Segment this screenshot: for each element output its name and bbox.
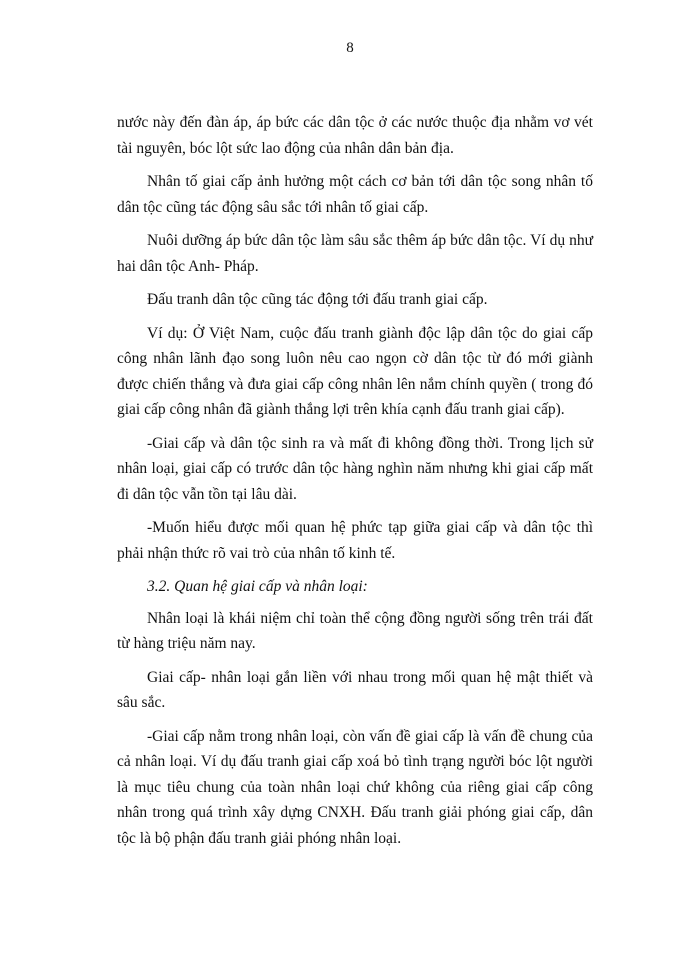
paragraph-3: Nuôi dưỡng áp bức dân tộc làm sâu sắc thêm áp bức dân tộc. Ví dụ như hai dân tộc Anh- Pháp.	[117, 232, 593, 275]
section-heading: 3.2. Quan hệ giai cấp và nhân loại:	[147, 578, 368, 595]
paragraph-6: -Giai cấp và dân tộc sinh ra và mất đi không đồng thời. Trong lịch sử nhân loại, giai cấp có trước dân tộc hàng nghìn năm nhưng khi giai cấp mất đi dân tộc vẫn tồn tại lâu dài.	[117, 434, 593, 503]
paragraph-9: Giai cấp- nhân loại gắn liền với nhau trong mối quan hệ mật thiết và sâu sắc.	[117, 668, 593, 711]
paragraph-4: Đấu tranh dân tộc cũng tác động tới đấu tranh giai cấp.	[147, 291, 488, 308]
paragraph-1: nước này đến đàn áp, áp bức các dân tộc ở các nước thuộc địa nhằm vơ vét tài nguyên, bóc lột sức lao động của nhân dân bản địa.	[117, 114, 593, 157]
paragraph-2: Nhân tố giai cấp ảnh hưởng một cách cơ bản tới dân tộc song nhân tố dân tộc cũng tác động sâu sắc tới nhân tố giai cấp.	[117, 173, 593, 216]
paragraph-7: -Muốn hiểu được mối quan hệ phức tạp giữa giai cấp và dân tộc thì phải nhận thức rõ vai trò của nhân tố kinh tế.	[117, 519, 593, 562]
paragraph-5: Ví dụ: Ở Việt Nam, cuộc đấu tranh giành độc lập dân tộc do giai cấp công nhân lãnh đạo song luôn nêu cao ngọn cờ dân tộc từ đó mới giành được chiến thắng và đưa giai cấp công nhân lên nắm chính quyền ( trong đó giai cấp công nhân đã giành thắng lợi trên khía cạnh đấu tranh giai cấp).	[117, 324, 593, 418]
page-content	[117, 110, 593, 859]
page-number: 8	[346, 40, 354, 56]
paragraph-8: Nhân loại là khái niệm chỉ toàn thể cộng đồng người sống trên trái đất từ hàng triệu năm nay.	[117, 609, 593, 652]
paragraph-10: -Giai cấp nằm trong nhân loại, còn vấn đề giai cấp là vấn đề chung của cả nhân loại. Ví dụ đấu tranh giai cấp xoá bỏ tình trạng người bóc lột người là mục tiêu chung của toàn nhân loại chứ không của riêng giai cấp công nhân trong quá trình xây dựng CNXH. Đấu tranh giải phóng giai cấp, dân tộc là bộ phận đấu tranh giải phóng nhân loại.	[117, 727, 593, 847]
